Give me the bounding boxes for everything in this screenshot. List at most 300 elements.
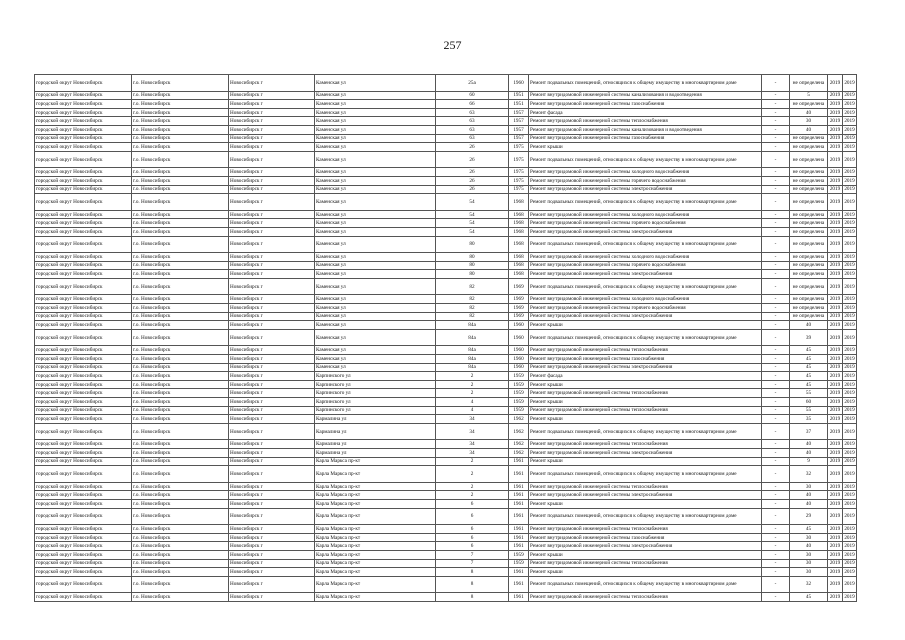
municipality-cell: г.о. Новосибирск (132, 236, 229, 253)
build-year-cell: 1960 (509, 363, 529, 372)
start-year-cell: 2019 (828, 100, 843, 109)
municipality-cell: г.о. Новосибирск (132, 466, 229, 483)
city-cell: Новосибирск г (229, 100, 315, 109)
municipality-cell: г.о. Новосибирск (132, 91, 229, 100)
municipality-cell: г.о. Новосибирск (132, 533, 229, 542)
table-row (35, 533, 857, 542)
city-cell: Новосибирск г (229, 491, 315, 500)
district-cell: городской округ Новосибирск (35, 593, 132, 602)
table-row (35, 559, 857, 568)
table-row (35, 117, 857, 126)
municipality-cell: г.о. Новосибирск (132, 415, 229, 424)
build-year-cell: 1961 (509, 568, 529, 577)
table-row (35, 75, 857, 92)
dash-cell: - (762, 482, 790, 491)
end-year-cell: 2019 (843, 75, 857, 92)
house-number-cell: 26 (436, 185, 509, 194)
start-year-cell: 2019 (828, 91, 843, 100)
build-year-cell: 1975 (509, 168, 529, 177)
start-year-cell: 2019 (828, 295, 843, 304)
house-number-cell: 25а (436, 75, 509, 92)
table-row (35, 329, 857, 346)
table-row (35, 91, 857, 100)
city-cell: Новосибирск г (229, 134, 315, 143)
end-year-cell: 2019 (844, 100, 855, 107)
start-year-cell: 2019 (828, 533, 843, 542)
city-cell: Новосибирск г (229, 143, 315, 152)
municipality-cell: г.о. Новосибирск (132, 100, 229, 109)
start-year-cell: 2019 (828, 210, 843, 219)
district-cell: городской округ Новосибирск (35, 134, 132, 143)
house-number-cell: 34 (436, 415, 509, 424)
build-year-cell: 1959 (509, 389, 529, 398)
house-number-cell: 80 (436, 261, 509, 270)
house-number-cell: 26 (436, 151, 509, 168)
repair-registry-table (34, 74, 857, 602)
house-number-cell: 82 (436, 304, 509, 313)
start-year-cell: 2019 (828, 576, 843, 593)
district-cell: городской округ Новосибирск (35, 380, 132, 389)
house-number-cell: 8 (436, 593, 509, 602)
district-cell: городской округ Новосибирск (35, 227, 132, 236)
city-cell: Новосибирск г (229, 176, 315, 185)
street-cell: Карпинского ул (315, 406, 436, 415)
build-year-cell: 1962 (509, 448, 529, 457)
build-year-cell: 1961 (509, 576, 529, 593)
cost-cell: не определена (790, 304, 828, 313)
municipality-cell: г.о. Новосибирск (132, 185, 229, 194)
build-year-cell: 1951 (509, 100, 529, 109)
table-row (35, 398, 857, 407)
city-cell: Новосибирск г (229, 253, 315, 262)
house-number-cell: 2 (436, 466, 509, 483)
district-cell: городской округ Новосибирск (35, 125, 132, 134)
end-year-cell: 2019 (844, 228, 855, 235)
start-year-cell: 2019 (828, 134, 843, 143)
municipality-cell: г.о. Новосибирск (132, 227, 229, 236)
district-cell: городской округ Новосибирск (35, 559, 132, 568)
cost-cell: не определена (790, 176, 828, 185)
city-cell: Новосибирск г (229, 210, 315, 219)
cost-cell: 45 (790, 593, 828, 602)
build-year-cell: 1975 (509, 185, 529, 194)
work-type-cell: Ремонт внутридомовой инженерной системы теплоснабжения (529, 482, 762, 491)
district-cell: городской округ Новосибирск (35, 406, 132, 415)
build-year-cell: 1962 (509, 423, 529, 440)
house-number-cell: 6 (436, 508, 509, 525)
cost-cell: не определена (790, 168, 828, 177)
cost-cell: 40 (790, 125, 828, 134)
municipality-cell: г.о. Новосибирск (132, 559, 229, 568)
end-year-cell: 2019 (844, 415, 855, 422)
start-year-cell: 2019 (828, 508, 843, 525)
table-row (35, 423, 857, 440)
house-number-cell: 84а (436, 346, 509, 355)
table-row (35, 389, 857, 398)
work-type-cell: Ремонт подвальных помещений, относящихся к общему имуществу в многоквартирном доме (529, 194, 762, 211)
street-cell: Каменская ул (315, 270, 436, 279)
street-cell: Карла Маркса пр-кт (315, 482, 436, 491)
city-cell: Новосибирск г (229, 499, 315, 508)
district-cell: городской округ Новосибирск (35, 329, 132, 346)
street-cell: Карла Маркса пр-кт (315, 491, 436, 500)
city-cell: Новосибирск г (229, 312, 315, 321)
district-cell: городской округ Новосибирск (35, 75, 132, 92)
municipality-cell: г.о. Новосибирск (132, 525, 229, 534)
municipality-cell: г.о. Новосибирск (132, 508, 229, 525)
build-year-cell: 1961 (509, 525, 529, 534)
dash-cell: - (762, 143, 790, 152)
municipality-cell: г.о. Новосибирск (132, 482, 229, 491)
cost-cell: 5 (790, 91, 828, 100)
municipality-cell: г.о. Новосибирск (132, 372, 229, 381)
city-cell: Новосибирск г (229, 346, 315, 355)
dash-cell: - (762, 568, 790, 577)
cost-cell: 60 (790, 398, 828, 407)
dash-cell: - (762, 380, 790, 389)
city-cell: Новосибирск г (229, 227, 315, 236)
municipality-cell: г.о. Новосибирск (132, 423, 229, 440)
end-year-cell: 2019 (844, 347, 855, 354)
end-year-cell: 2019 (844, 220, 855, 227)
district-cell: городской округ Новосибирск (35, 448, 132, 457)
work-type-cell: Ремонт крыши (529, 457, 762, 466)
house-number-cell: 7 (436, 559, 509, 568)
district-cell: городской округ Новосибирск (35, 143, 132, 152)
house-number-cell: 80 (436, 253, 509, 262)
start-year-cell: 2019 (828, 168, 843, 177)
dash-cell: - (762, 372, 790, 381)
city-cell: Новосибирск г (229, 550, 315, 559)
municipality-cell: г.о. Новосибирск (132, 108, 229, 117)
table-row (35, 227, 857, 236)
dash-cell: - (762, 363, 790, 372)
dash-cell: - (762, 423, 790, 440)
start-year-cell: 2019 (828, 593, 843, 602)
build-year-cell: 1968 (509, 253, 529, 262)
table-row (35, 550, 857, 559)
build-year-cell: 1975 (509, 143, 529, 152)
dash-cell: - (762, 312, 790, 321)
end-year-cell: 2019 (843, 151, 857, 168)
cost-cell: не определена (790, 236, 828, 253)
municipality-cell: г.о. Новосибирск (132, 389, 229, 398)
street-cell: Карла Маркса пр-кт (315, 466, 436, 483)
municipality-cell: г.о. Новосибирск (132, 593, 229, 602)
house-number-cell: 6 (436, 525, 509, 534)
house-number-cell: 63 (436, 108, 509, 117)
cost-cell: 40 (790, 448, 828, 457)
start-year-cell: 2019 (828, 372, 843, 381)
build-year-cell: 1959 (509, 550, 529, 559)
municipality-cell: г.о. Новосибирск (132, 491, 229, 500)
street-cell: Карла Маркса пр-кт (315, 508, 436, 525)
house-number-cell: 82 (436, 278, 509, 295)
street-cell: Карпинского ул (315, 380, 436, 389)
start-year-cell: 2019 (828, 550, 843, 559)
dash-cell: - (762, 406, 790, 415)
district-cell: городской округ Новосибирск (35, 363, 132, 372)
city-cell: Новосибирск г (229, 482, 315, 491)
street-cell: Каменская ул (315, 329, 436, 346)
dash-cell: - (762, 176, 790, 185)
table-row (35, 576, 857, 593)
district-cell: городской округ Новосибирск (35, 185, 132, 194)
city-cell: Новосибирск г (229, 415, 315, 424)
district-cell: городской округ Новосибирск (35, 117, 132, 126)
dash-cell: - (762, 559, 790, 568)
start-year-cell: 2019 (828, 568, 843, 577)
work-type-cell: Ремонт подвальных помещений, относящихся к общему имуществу в многоквартирном доме (529, 423, 762, 440)
municipality-cell: г.о. Новосибирск (132, 194, 229, 211)
end-year-cell: 2019 (844, 568, 855, 575)
district-cell: городской округ Новосибирск (35, 542, 132, 551)
municipality-cell: г.о. Новосибирск (132, 117, 229, 126)
house-number-cell: 6 (436, 499, 509, 508)
work-type-cell: Ремонт внутридомовой инженерной системы канализования и водоотведения (529, 125, 762, 134)
dash-cell: - (762, 75, 790, 92)
dash-cell: - (762, 100, 790, 109)
municipality-cell: г.о. Новосибирск (132, 270, 229, 279)
street-cell: Каменская ул (315, 312, 436, 321)
table-row (35, 168, 857, 177)
district-cell: городской округ Новосибирск (35, 499, 132, 508)
dash-cell: - (762, 321, 790, 330)
work-type-cell: Ремонт фасада (529, 372, 762, 381)
dash-cell: - (762, 210, 790, 219)
dash-cell: - (762, 125, 790, 134)
cost-cell: 40 (790, 542, 828, 551)
dash-cell: - (762, 194, 790, 211)
start-year-cell: 2019 (828, 176, 843, 185)
dash-cell: - (762, 227, 790, 236)
house-number-cell: 63 (436, 125, 509, 134)
cost-cell: 30 (790, 482, 828, 491)
house-number-cell: 4 (436, 398, 509, 407)
cost-cell: не определена (790, 210, 828, 219)
work-type-cell: Ремонт внутридомовой инженерной системы горячего водоснабжения (529, 304, 762, 313)
end-year-cell: 2019 (844, 177, 855, 184)
end-year-cell: 2019 (844, 560, 855, 567)
end-year-cell: 2019 (844, 313, 855, 320)
cost-cell: не определена (790, 270, 828, 279)
street-cell: Каменская ул (315, 219, 436, 228)
work-type-cell: Ремонт крыши (529, 321, 762, 330)
district-cell: городской округ Новосибирск (35, 482, 132, 491)
work-type-cell: Ремонт крыши (529, 499, 762, 508)
municipality-cell: г.о. Новосибирск (132, 278, 229, 295)
start-year-cell: 2019 (828, 304, 843, 313)
end-year-cell: 2019 (844, 186, 855, 193)
end-year-cell: 2019 (844, 296, 855, 303)
end-year-cell: 2019 (844, 143, 855, 150)
house-number-cell: 63 (436, 117, 509, 126)
municipality-cell: г.о. Новосибирск (132, 499, 229, 508)
start-year-cell: 2019 (828, 278, 843, 295)
build-year-cell: 1975 (509, 151, 529, 168)
street-cell: Кармалина ул (315, 440, 436, 449)
start-year-cell: 2019 (828, 321, 843, 330)
municipality-cell: г.о. Новосибирск (132, 355, 229, 364)
table-row (35, 100, 857, 109)
start-year-cell: 2019 (828, 117, 843, 126)
table-row (35, 210, 857, 219)
end-year-cell: 2019 (844, 381, 855, 388)
dash-cell: - (762, 270, 790, 279)
work-type-cell: Ремонт внутридомовой инженерной системы теплоснабжения (529, 117, 762, 126)
build-year-cell: 1961 (509, 482, 529, 491)
table-row (35, 304, 857, 313)
municipality-cell: г.о. Новосибирск (132, 312, 229, 321)
municipality-cell: г.о. Новосибирск (132, 440, 229, 449)
start-year-cell: 2019 (828, 143, 843, 152)
municipality-cell: г.о. Новосибирск (132, 219, 229, 228)
build-year-cell: 1968 (509, 227, 529, 236)
end-year-cell: 2019 (843, 576, 857, 593)
cost-cell: не определена (790, 227, 828, 236)
work-type-cell: Ремонт внутридомовой инженерной системы горячего водоснабжения (529, 261, 762, 270)
end-year-cell: 2019 (844, 126, 855, 133)
street-cell: Кармалина ул (315, 423, 436, 440)
cost-cell: 40 (790, 321, 828, 330)
work-type-cell: Ремонт крыши (529, 143, 762, 152)
city-cell: Новосибирск г (229, 355, 315, 364)
district-cell: городской округ Новосибирск (35, 415, 132, 424)
district-cell: городской округ Новосибирск (35, 304, 132, 313)
dash-cell: - (762, 533, 790, 542)
street-cell: Каменская ул (315, 321, 436, 330)
district-cell: городской округ Новосибирск (35, 91, 132, 100)
work-type-cell: Ремонт внутридомовой инженерной системы электроснабжения (529, 542, 762, 551)
end-year-cell: 2019 (844, 407, 855, 414)
street-cell: Каменская ул (315, 125, 436, 134)
street-cell: Каменская ул (315, 253, 436, 262)
table-row (35, 185, 857, 194)
dash-cell: - (762, 466, 790, 483)
municipality-cell: г.о. Новосибирск (132, 380, 229, 389)
house-number-cell: 7 (436, 550, 509, 559)
work-type-cell: Ремонт фасада (529, 108, 762, 117)
build-year-cell: 1968 (509, 261, 529, 270)
district-cell: городской округ Новосибирск (35, 533, 132, 542)
city-cell: Новосибирск г (229, 423, 315, 440)
start-year-cell: 2019 (828, 466, 843, 483)
table-row (35, 482, 857, 491)
start-year-cell: 2019 (828, 398, 843, 407)
dash-cell: - (762, 415, 790, 424)
city-cell: Новосибирск г (229, 125, 315, 134)
district-cell: городской округ Новосибирск (35, 278, 132, 295)
street-cell: Карпинского ул (315, 372, 436, 381)
municipality-cell: г.о. Новосибирск (132, 568, 229, 577)
build-year-cell: 1969 (509, 312, 529, 321)
work-type-cell: Ремонт подвальных помещений, относящихся к общему имуществу в многоквартирном доме (529, 466, 762, 483)
cost-cell: 30 (790, 559, 828, 568)
street-cell: Кармалина ул (315, 415, 436, 424)
work-type-cell: Ремонт подвальных помещений, относящихся к общему имуществу в многоквартирном доме (529, 278, 762, 295)
house-number-cell: 2 (436, 389, 509, 398)
cost-cell: не определена (790, 219, 828, 228)
end-year-cell: 2019 (844, 304, 855, 311)
street-cell: Каменская ул (315, 227, 436, 236)
start-year-cell: 2019 (828, 355, 843, 364)
city-cell: Новосибирск г (229, 380, 315, 389)
start-year-cell: 2019 (828, 270, 843, 279)
table-row (35, 542, 857, 551)
start-year-cell: 2019 (828, 423, 843, 440)
work-type-cell: Ремонт внутридомовой инженерной системы газоснабжения (529, 533, 762, 542)
city-cell: Новосибирск г (229, 168, 315, 177)
house-number-cell: 2 (436, 380, 509, 389)
table-row (35, 491, 857, 500)
build-year-cell: 1962 (509, 415, 529, 424)
start-year-cell: 2019 (828, 329, 843, 346)
end-year-cell: 2019 (844, 390, 855, 397)
table-row (35, 346, 857, 355)
municipality-cell: г.о. Новосибирск (132, 457, 229, 466)
table-row (35, 176, 857, 185)
cost-cell: 30 (790, 550, 828, 559)
municipality-cell: г.о. Новосибирск (132, 542, 229, 551)
city-cell: Новосибирск г (229, 559, 315, 568)
table-row (35, 499, 857, 508)
end-year-cell: 2019 (844, 109, 855, 116)
build-year-cell: 1960 (509, 355, 529, 364)
end-year-cell: 2019 (844, 492, 855, 499)
street-cell: Каменская ул (315, 185, 436, 194)
work-type-cell: Ремонт крыши (529, 550, 762, 559)
start-year-cell: 2019 (828, 448, 843, 457)
table-row (35, 125, 857, 134)
start-year-cell: 2019 (828, 151, 843, 168)
cost-cell: не определена (790, 185, 828, 194)
city-cell: Новосибирск г (229, 363, 315, 372)
street-cell: Каменская ул (315, 134, 436, 143)
dash-cell: - (762, 593, 790, 602)
start-year-cell: 2019 (828, 125, 843, 134)
street-cell: Каменская ул (315, 168, 436, 177)
city-cell: Новосибирск г (229, 321, 315, 330)
build-year-cell: 1961 (509, 593, 529, 602)
dash-cell: - (762, 491, 790, 500)
dash-cell: - (762, 91, 790, 100)
start-year-cell: 2019 (828, 108, 843, 117)
city-cell: Новосибирск г (229, 533, 315, 542)
city-cell: Новосибирск г (229, 448, 315, 457)
district-cell: городской округ Новосибирск (35, 440, 132, 449)
municipality-cell: г.о. Новосибирск (132, 143, 229, 152)
street-cell: Каменская ул (315, 151, 436, 168)
street-cell: Карла Маркса пр-кт (315, 525, 436, 534)
table-row (35, 219, 857, 228)
work-type-cell: Ремонт внутридомовой инженерной системы холодного водоснабжения (529, 168, 762, 177)
district-cell: городской округ Новосибирск (35, 151, 132, 168)
start-year-cell: 2019 (828, 559, 843, 568)
dash-cell: - (762, 499, 790, 508)
dash-cell: - (762, 185, 790, 194)
district-cell: городской округ Новосибирск (35, 236, 132, 253)
start-year-cell: 2019 (828, 236, 843, 253)
build-year-cell: 1975 (509, 176, 529, 185)
build-year-cell: 1961 (509, 491, 529, 500)
street-cell: Каменская ул (315, 346, 436, 355)
cost-cell: 35 (790, 415, 828, 424)
end-year-cell: 2019 (844, 355, 855, 362)
cost-cell: 29 (790, 508, 828, 525)
start-year-cell: 2019 (828, 261, 843, 270)
house-number-cell: 84а (436, 355, 509, 364)
city-cell: Новосибирск г (229, 261, 315, 270)
